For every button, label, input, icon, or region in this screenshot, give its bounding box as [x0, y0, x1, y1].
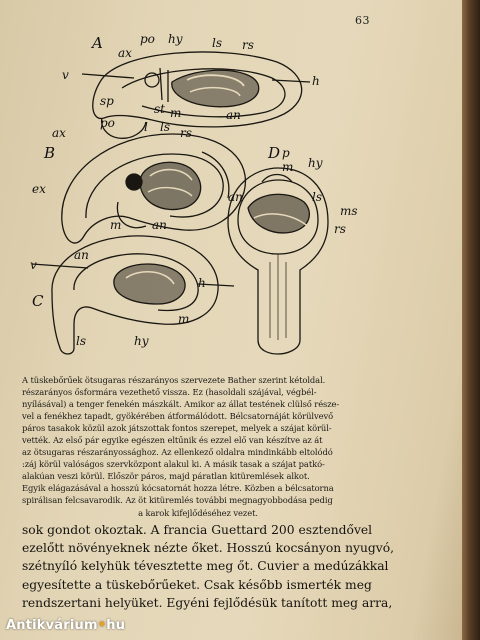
caption-line: :záj körül valóságos szervközpont alakul ki. A másik tasak a szájat patkó-: [22, 459, 325, 470]
label-d-p: p: [282, 146, 290, 160]
caption-line: A tüskebőrűek ötsugaras részarányos szervezete Bather szerint kétoldal.: [22, 375, 326, 385]
figure-drawing: [22, 22, 382, 362]
label-a-sp: sp: [100, 94, 114, 108]
watermark: [6, 618, 125, 633]
caption-line: az ötsugaras részarányossághoz. Az ellenkező oldalra mindinkább eltolódó: [22, 447, 333, 458]
figure-letter-d: D: [268, 144, 281, 162]
caption-line: Egyik elágazásával a hosszú kócsatornát hozza létre. Közben a bélcsatorna: [22, 483, 334, 494]
label-c-h: h: [198, 276, 206, 290]
label-d-ls: ls: [312, 190, 322, 204]
body-line: sok gondot okoztak. A francia Guettard 200 esztendővel: [22, 523, 373, 537]
watermark-text-2: hu: [106, 618, 126, 633]
body-line: rendszertani helyüket. Egyéni fejlődésük tanított meg arra,: [22, 595, 393, 610]
label-a-m: m: [170, 106, 182, 120]
zoology-figure: [22, 22, 382, 362]
label-b-m: m: [110, 218, 122, 232]
label-b-an: an: [152, 218, 167, 232]
label-a-v: v: [62, 68, 69, 82]
caption-line: spirálisan felcsavarodik. Az öt kitüremlés további megnagyobbodása pedig: [22, 495, 333, 506]
label-b-ex: ex: [32, 182, 46, 196]
label-b-ls: ls: [160, 120, 170, 134]
label-d-hy: hy: [308, 156, 323, 170]
figure-caption: [22, 374, 374, 519]
caption-line: részarányos ősformára vezethető vissza. Ez (hasoldali szájával, végbél-: [22, 387, 317, 398]
label-a-an: an: [226, 108, 241, 122]
caption-line: nyílásával) a tenger fenekén mászkált. Amikor az állat testének clülső része-: [22, 399, 340, 410]
figure-letter-c: C: [32, 292, 44, 310]
body-line: szétnyíló kelyhük tévesztette meg őt. Cuvier a medúzákkal: [22, 559, 389, 574]
label-c-an: an: [74, 248, 89, 262]
book-spine-edge: [462, 0, 480, 640]
figure-letter-b: B: [44, 144, 56, 162]
page-number: 63: [355, 14, 370, 27]
label-a-ax: ax: [118, 46, 132, 60]
label-c-v: v: [30, 258, 37, 272]
caption-line: a karok kifejlődéséhez vezet.: [138, 507, 258, 518]
figure-letter-a: A: [92, 34, 103, 52]
watermark-text-1: Antikvárium: [6, 618, 98, 633]
label-b-rs: rs: [180, 126, 192, 140]
label-a-ls: ls: [212, 36, 222, 50]
label-c-hy: hy: [134, 334, 149, 348]
label-a-h: h: [312, 74, 320, 88]
caption-line: páros tasakok közül azok játszottak fontos szerepet, melyek a szájat körül-: [22, 423, 332, 434]
label-a-po: po: [140, 32, 155, 46]
label-d-an: an: [228, 190, 243, 204]
body-line: ezelőtt növényeknek nézte őket. Hosszú kocsányon nyugvó,: [22, 541, 395, 556]
label-d-rs: rs: [334, 222, 346, 236]
label-a-st: st: [154, 102, 165, 116]
figure-c-gut: [114, 264, 185, 304]
caption-line: vették. Az első pár egyike egészen eltűnik és ezzel elő van készítve az át: [22, 435, 323, 446]
label-c-ls: ls: [76, 334, 86, 348]
label-b-po: po: [100, 116, 115, 130]
label-b-ax: ax: [52, 126, 66, 140]
label-c-m: m: [178, 312, 190, 326]
label-a-rs: rs: [242, 38, 254, 52]
body-line: egyesítette a tüskebőrűeket. Csak később ismerték meg: [22, 577, 372, 592]
label-a-hy: hy: [168, 32, 183, 46]
label-d-ms: ms: [340, 204, 358, 218]
body-paragraph: [22, 521, 395, 612]
caption-line: alakúan veszi körül. Először páros, majd páratlan kitüremlések alkot.: [22, 471, 310, 482]
watermark-bullet: •: [97, 618, 107, 633]
label-d-m: m: [282, 160, 294, 174]
label-b-l: l: [144, 120, 148, 134]
caption-line: vel a fenékhez tapadt, gyökérében átformálódott. Bélcsatornáját körülvevő: [22, 411, 334, 422]
